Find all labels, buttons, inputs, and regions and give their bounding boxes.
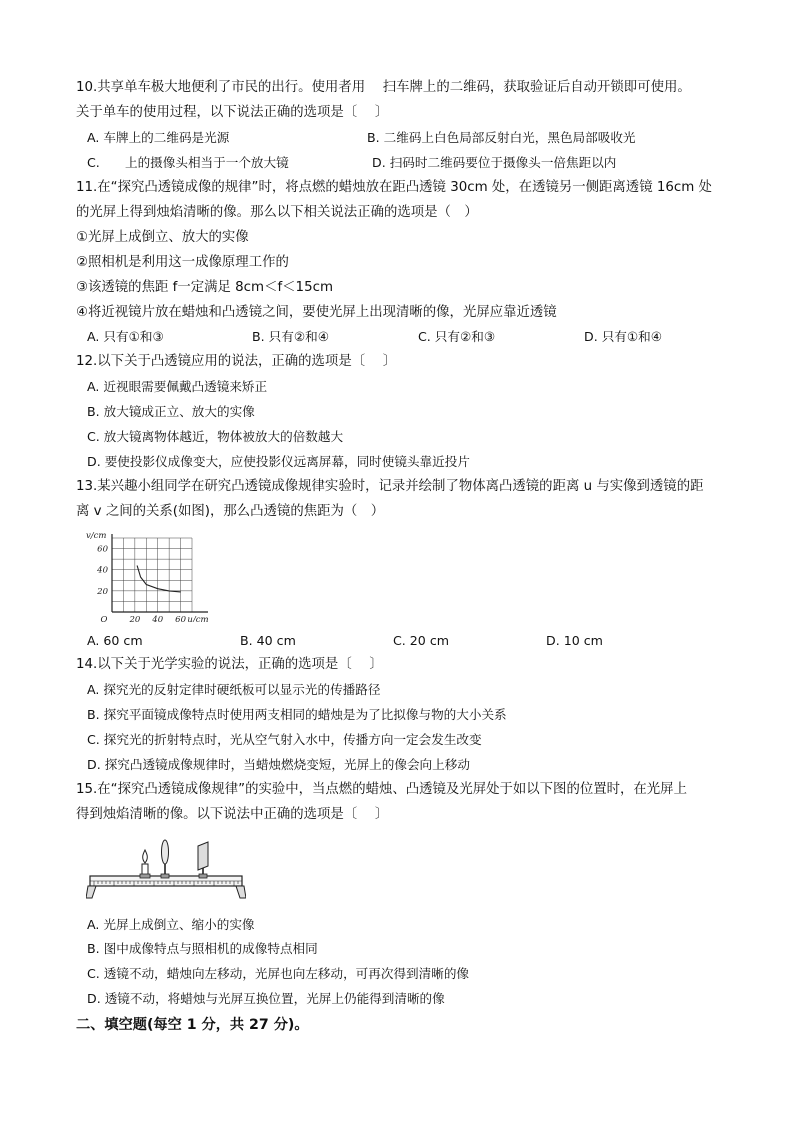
y-tick-label: 20 bbox=[97, 586, 108, 597]
q10-option-c: C. 上的摄像头相当于一个放大镜 bbox=[87, 155, 289, 170]
y-axis-label: v/cm bbox=[86, 531, 107, 541]
convex-lens-icon bbox=[161, 840, 169, 878]
optical-bench-figure bbox=[86, 834, 246, 906]
q13-line2: 离 v 之间的关系(如图)，那么凸透镜的焦距为（ ） bbox=[76, 504, 385, 519]
y-tick-label: 60 bbox=[97, 544, 108, 555]
x-tick-label: 20 bbox=[129, 615, 141, 622]
q15-line1: 15.在“探究凸透镜成像规律”的实验中，当点燃的蜡烛、凸透镜及光屏处于如以下图的位置时，在光屏上 bbox=[76, 782, 687, 797]
q13-option-d: D. 10 cm bbox=[546, 633, 603, 648]
q10-option-d: D. 扫码时二维码要位于摄像头一倍焦距以内 bbox=[372, 155, 617, 170]
q11-statement-4: ④将近视镜片放在蜡烛和凸透镜之间，要使光屏上出现清晰的像，光屏应靠近透镜 bbox=[76, 305, 557, 320]
series-curve bbox=[137, 566, 181, 592]
section-heading: 二、填空题(每空 1 分，共 27 分)。 bbox=[76, 1017, 309, 1033]
light-screen-icon bbox=[198, 842, 208, 878]
y-tick-label: 40 bbox=[97, 565, 108, 576]
q12-line1: 12.以下关于凸透镜应用的说法，正确的选项是〔 〕 bbox=[76, 354, 397, 369]
q12-option-c: C. 放大镜离物体越近，物体被放大的倍数越大 bbox=[87, 429, 344, 444]
q11-statement-3: ③该透镜的焦距 f一定满足 8cm＜f＜15cm bbox=[76, 280, 334, 295]
bench-left-leg bbox=[86, 886, 96, 898]
chart-grid bbox=[112, 538, 192, 612]
q13-option-b: B. 40 cm bbox=[240, 633, 296, 648]
x-tick-label: 60 bbox=[175, 615, 186, 622]
q15-option-a: A. 光屏上成倒立、缩小的实像 bbox=[87, 917, 255, 932]
candle-icon bbox=[140, 850, 150, 878]
q15-option-d: D. 透镜不动，将蜡烛与光屏互换位置，光屏上仍能得到清晰的像 bbox=[87, 991, 445, 1006]
q10-line1: 10.共享单车极大地便利了市民的出行。使用者用 扫车牌上的二维码，获取验证后自动开锁即可使用。 bbox=[76, 80, 691, 95]
bench-right-leg bbox=[236, 886, 246, 898]
q11-statement-1: ①光屏上成倒立、放大的实像 bbox=[76, 230, 249, 245]
q14-option-a: A. 探究光的反射定律时硬纸板可以显示光的传播路径 bbox=[87, 682, 381, 697]
x-tick-label: 40 bbox=[152, 615, 164, 622]
q14-line1: 14.以下关于光学实验的说法，正确的选项是〔 〕 bbox=[76, 657, 383, 672]
q13-option-a: A. 60 cm bbox=[87, 633, 143, 648]
q10-option-a: A. 车牌上的二维码是光源 bbox=[87, 130, 230, 145]
q11-option-c: C. 只有②和③ bbox=[418, 329, 496, 344]
q13-line1: 13.某兴趣小组同学在研究凸透镜成像规律实验时，记录并绘制了物体离凸透镜的距离 u 与实像到透镜的距 bbox=[76, 479, 704, 494]
q11-line2: 的光屏上得到烛焰清晰的像。那么以下相关说法正确的选项是（ ） bbox=[76, 205, 478, 220]
q11-option-a: A. 只有①和③ bbox=[87, 329, 164, 344]
origin-label: O bbox=[100, 615, 108, 622]
q12-option-d: D. 要使投影仪成像变大，应使投影仪远离屏幕，同时使镜头靠近投片 bbox=[87, 454, 470, 469]
q10-option-b: B. 二维码上白色局部反射白光，黑色局部吸收光 bbox=[367, 130, 636, 145]
q11-line1: 11.在“探究凸透镜成像的规律”时，将点燃的蜡烛放在距凸透镜 30cm 处，在透镜另一侧距离透镜 16cm 处 bbox=[76, 180, 712, 195]
q14-option-d: D. 探究凸透镜成像规律时，当蜡烛燃烧变短，光屏上的像会向上移动 bbox=[87, 757, 470, 772]
q12-option-a: A. 近视眼需要佩戴凸透镜来矫正 bbox=[87, 379, 268, 394]
uv-graph bbox=[84, 530, 214, 622]
q11-option-b: B. 只有②和④ bbox=[252, 329, 330, 344]
q12-option-b: B. 放大镜成正立、放大的实像 bbox=[87, 404, 255, 419]
q15-option-b: B. 图中成像特点与照相机的成像特点相同 bbox=[87, 941, 318, 956]
q15-line2: 得到烛焰清晰的像。以下说法中正确的选项是〔 〕 bbox=[76, 807, 389, 822]
x-axis-label: u/cm bbox=[187, 615, 209, 622]
q14-option-b: B. 探究平面镜成像特点时使用两支相同的蜡烛是为了比拟像与物的大小关系 bbox=[87, 707, 507, 722]
q11-option-d: D. 只有①和④ bbox=[584, 329, 663, 344]
q15-option-c: C. 透镜不动，蜡烛向左移动，光屏也向左移动，可再次得到清晰的像 bbox=[87, 966, 470, 981]
q10-line2: 关于单车的使用过程，以下说法正确的选项是〔 〕 bbox=[76, 105, 389, 120]
q13-option-c: C. 20 cm bbox=[393, 633, 450, 648]
q11-statement-2: ②照相机是利用这一成像原理工作的 bbox=[76, 255, 289, 270]
q14-option-c: C. 探究光的折射特点时，光从空气射入水中，传播方向一定会发生改变 bbox=[87, 732, 482, 747]
